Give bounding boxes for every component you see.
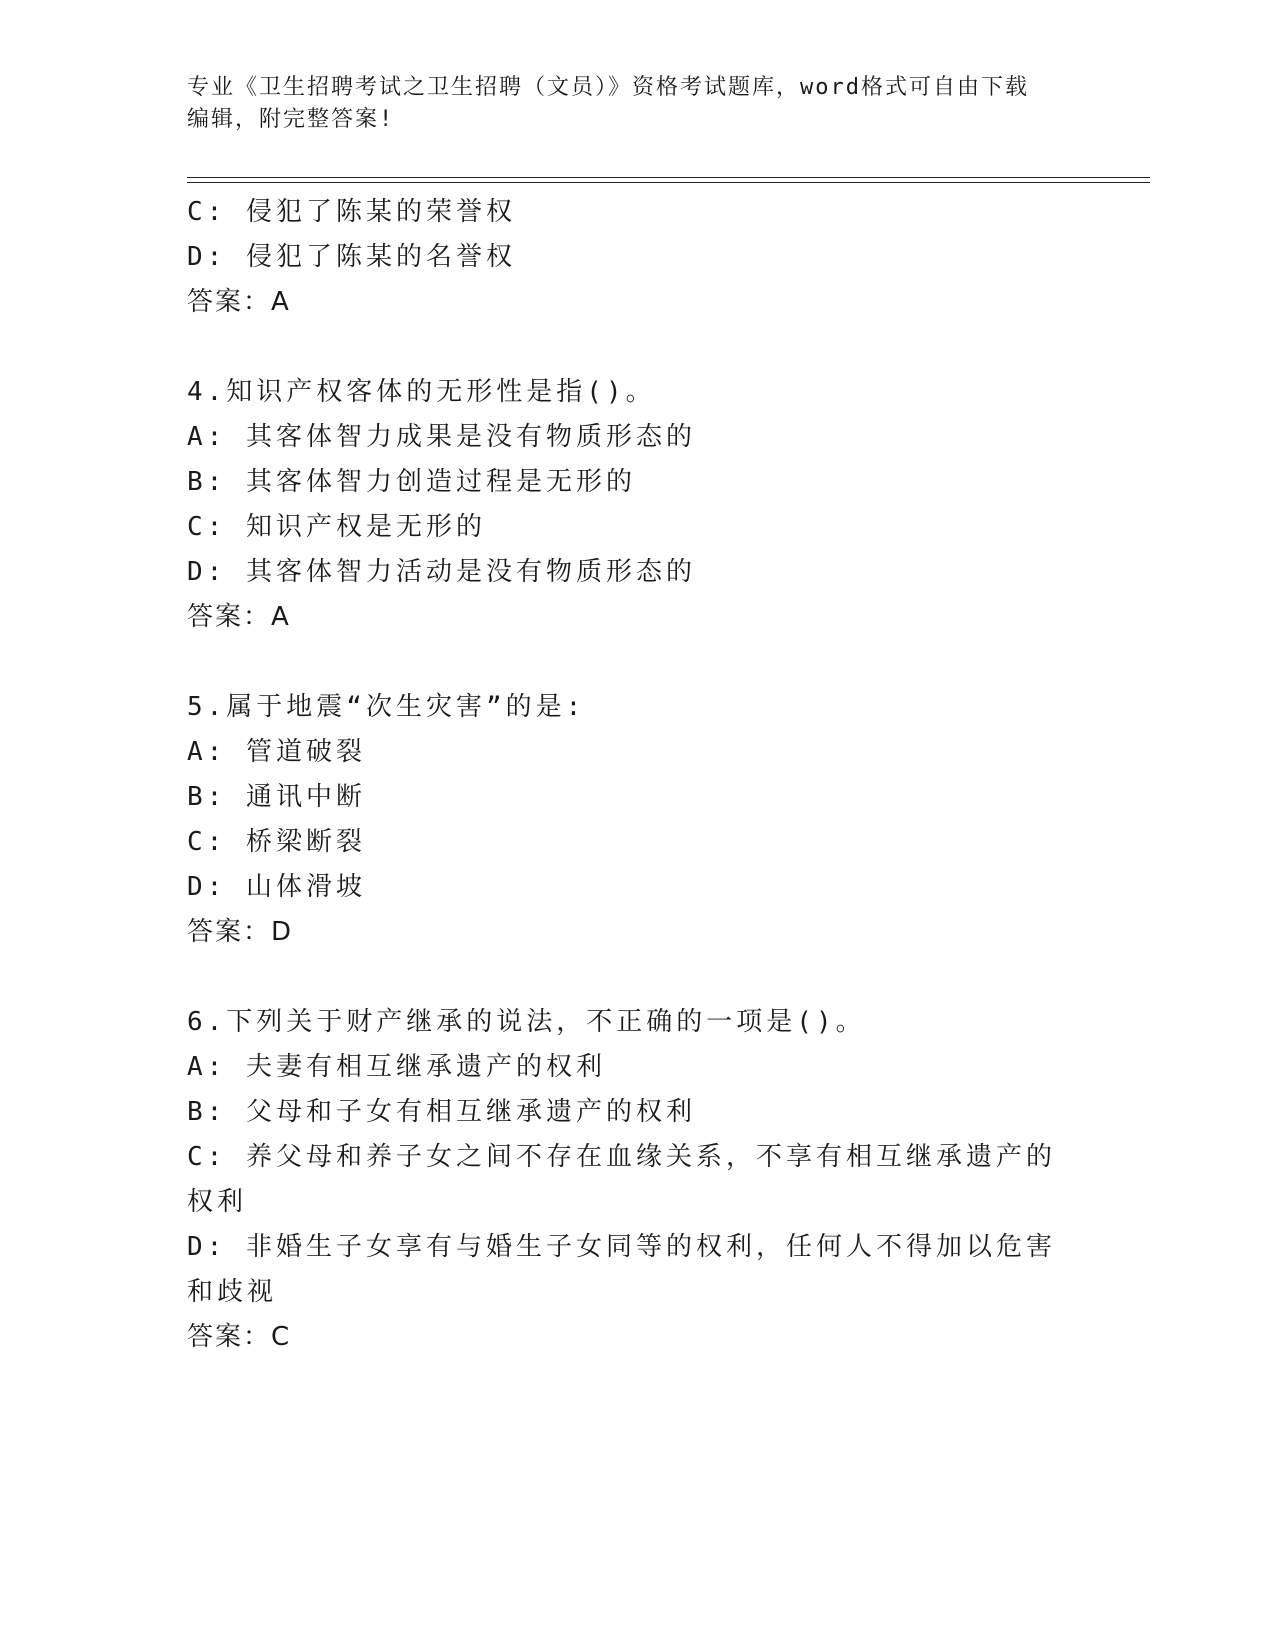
answer-line: 答案：A (187, 287, 291, 317)
spacer (187, 325, 1087, 370)
question-list (187, 190, 1087, 1360)
option-d: D: 非婚生子女享有与婚生子女同等的权利，任何人不得加以危害和歧视 (187, 1232, 1056, 1307)
option-b: B: 父母和子女有相互继承遗产的权利 (187, 1097, 696, 1127)
question-text: 6.下列关于财产继承的说法，不正确的一项是()。 (187, 1007, 866, 1037)
option-a: A: 夫妻有相互继承遗产的权利 (187, 1052, 606, 1082)
answer-line: 答案：C (187, 1322, 292, 1352)
option-c: C: 桥梁断裂 (187, 827, 366, 857)
option-a: A: 其客体智力成果是没有物质形态的 (187, 422, 696, 452)
option-b: B: 通讯中断 (187, 782, 366, 812)
header-divider-top (187, 177, 1150, 178)
document-header (187, 72, 1067, 136)
question-text: 5.属于地震“次生灾害”的是: (187, 692, 586, 722)
option-b: B: 其客体智力创造过程是无形的 (187, 467, 636, 497)
question-block-3 (187, 190, 1087, 325)
option-c: C: 知识产权是无形的 (187, 512, 486, 542)
spacer (187, 955, 1087, 1000)
option-d: D: 其客体智力活动是没有物质形态的 (187, 557, 696, 587)
answer-line: 答案：D (187, 917, 294, 947)
question-text: 4.知识产权客体的无形性是指()。 (187, 377, 656, 407)
header-line-1: 专业《卫生招聘考试之卫生招聘（文员）》资格考试题库，word格式可自由下载 (187, 75, 1029, 100)
question-block-5 (187, 685, 1087, 955)
spacer (187, 640, 1087, 685)
answer-line: 答案：A (187, 602, 291, 632)
option-d: D: 侵犯了陈某的名誉权 (187, 242, 516, 272)
option-d: D: 山体滑坡 (187, 872, 366, 902)
question-block-4 (187, 370, 1087, 640)
header-line-2: 编辑，附完整答案! (187, 107, 395, 132)
option-c: C: 侵犯了陈某的荣誉权 (187, 197, 516, 227)
question-block-6 (187, 1000, 1087, 1360)
option-c: C: 养父母和养子女之间不存在血缘关系，不享有相互继承遗产的权利 (187, 1142, 1056, 1217)
option-a: A: 管道破裂 (187, 737, 366, 767)
header-divider-bottom (187, 182, 1150, 183)
